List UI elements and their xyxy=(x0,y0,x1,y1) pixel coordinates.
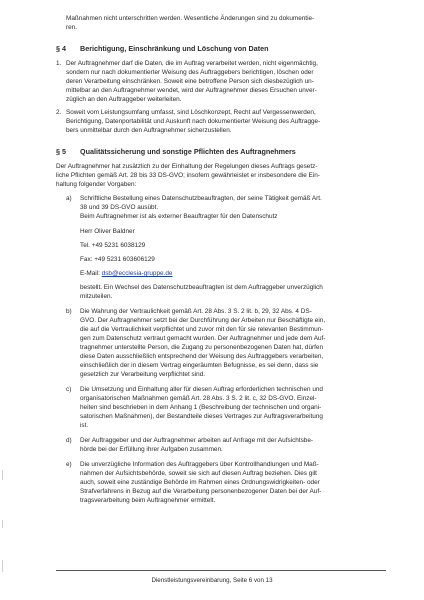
paragraph-line: bestellt. Ein Wechsel des Datenschutzbeauftragten ist dem Auftraggeber unverzüglich xyxy=(80,284,323,291)
paragraph-line: ist. xyxy=(80,422,89,429)
list-letter: e) xyxy=(66,461,72,468)
contact-fax: Fax: +49 5231 603606129 xyxy=(80,256,155,263)
section-title: Berichtigung, Einschränkung und Löschung von Daten xyxy=(80,44,269,53)
paragraph-line: Die Umsetzung und Einhaltung aller für diesen Auftrag erforderlichen technischen und xyxy=(80,386,323,393)
paragraph-line: haltung folgender Vorgaben: xyxy=(56,181,137,188)
contact-name: Herr Oliver Baldner xyxy=(80,228,135,235)
paragraph-line: 38 und 39 DS-GVO ausübt. xyxy=(80,204,159,211)
contact-phone: Tel. +49 5231 6038129 xyxy=(80,242,146,249)
paragraph-line: heiten sind beschrieben in dem Anhang 1 (Beschreibung der technischen und organi- xyxy=(80,404,322,411)
email-label: E-Mail: xyxy=(80,270,102,277)
section-number: § 5 xyxy=(56,147,66,156)
paragraph-line: diese Daten ausschließlich entsprechend der Weisung des Auftraggebers verarbeiten, xyxy=(80,353,324,360)
paragraph-line: Soweit vom Leistungsumfang umfasst, sind Löschkonzept, Recht auf Vergessenwerden, xyxy=(66,109,316,116)
scan-mark xyxy=(2,470,3,480)
scan-mark xyxy=(2,520,3,528)
list-letter: a) xyxy=(66,195,72,202)
paragraph-line: Beim Auftragnehmer ist als externer Beauftragter für den Datenschutz xyxy=(80,213,278,220)
list-letter: d) xyxy=(66,437,72,444)
paragraph-line: organisatorischen Maßnahmen gemäß Art. 28 Abs. 3 S. 2 lit. c, 32 DS-GVO. Einzel- xyxy=(80,395,317,402)
paragraph-line: auch, soweit eine zuständige Behörde im Rahmen eines Ordnungswidrigkeiten- oder xyxy=(80,479,320,486)
paragraph-line: liche Pflichten gemäß Art. 28 bis 33 DS-GVO; insofern gewährleistet er insbesondere die Ein- xyxy=(56,172,320,179)
paragraph-line: tragsverarbeitung beim Auftragnehmer ermittelt. xyxy=(80,497,216,504)
contact-email-line xyxy=(80,269,172,278)
paragraph-line: mitzuteilen. xyxy=(80,293,113,300)
paragraph-line: sondern nur nach dokumentierter Weisung des Auftraggebers berichtigen, löschen oder xyxy=(66,69,314,76)
paragraph-line: Die unverzügliche Information des Auftraggebers über Kontrollhandlungen und Maß- xyxy=(80,461,319,468)
footer-divider xyxy=(56,570,386,571)
paragraph-line: bers unmittelbar durch den Auftragnehmer sicherzustellen. xyxy=(66,127,232,134)
list-letter: c) xyxy=(66,386,72,393)
paragraph-line: mittelbar an den Auftragnehmer wendet, wird der Auftragnehmer dieses Ersuchen unver- xyxy=(66,87,317,94)
list-number: 1. xyxy=(56,60,62,67)
paragraph-line: nahmen der Aufsichtsbehörde, soweit sie sich auf diesen Auftrag beziehen. Dies gilt xyxy=(80,470,317,477)
paragraph-line: tragnehmer unterstellte Person, die Zugang zu personenbezogenen Daten hat, dürfen xyxy=(80,344,324,351)
paragraph-line: einschließlich der in diesem Vertrag eingeräumten Befugnisse, es sei denn, dass sie xyxy=(80,362,319,369)
email-link[interactable]: dsb@ecclesia-gruppe.de xyxy=(101,270,173,277)
paragraph-line: Schriftliche Bestellung eines Datenschutzbeauftragten, der seine Tätigkeit gemäß Art. xyxy=(80,195,322,202)
section-number: § 4 xyxy=(56,44,66,53)
intro-line: Maßnahmen nicht unterschritten werden. Wesentliche Änderungen sind zu dokumentie- xyxy=(66,15,315,22)
page-footer: Dienstleistungsvereinbarung, Seite 6 von 13 xyxy=(151,577,273,584)
list-letter: b) xyxy=(66,308,72,315)
paragraph-line: gesetzlich zur Verarbeitung verpflichtet sind. xyxy=(80,371,206,378)
paragraph-line: gen zum Datenschutz vertraut gemacht wurden. Der Auftragnehmer und jede dem Auf- xyxy=(80,335,326,342)
list-number: 2. xyxy=(56,109,62,116)
paragraph-line: Strafverfahrens in Bezug auf die Verarbeitung personenbezogener Daten bei der Auf- xyxy=(80,488,322,495)
paragraph-line: Der Auftragnehmer hat zusätzlich zu der Einhaltung der Regelungen dieses Auftrags gesetz- xyxy=(56,163,318,170)
intro-line: ren. xyxy=(66,24,78,31)
paragraph-line: Berichtigung, Datenportabilität und Auskunft nach dokumentierter Weisung des Auftragge- xyxy=(66,118,321,125)
paragraph-line: die auf die Vertraulichkeit verpflichtet und zuvor mit den für sie relevanten Bestimmun- xyxy=(80,326,324,333)
section-title: Qualitätssicherung und sonstige Pflichten des Auftragnehmers xyxy=(80,147,296,156)
paragraph-line: satorischen Maßnahmen), der Bestandteile dieses Vertrages zur Auftragsverarbeitung xyxy=(80,413,323,420)
paragraph-line: deren Verarbeitung einschränken. Soweit eine betroffene Person sich diesbezüglich un- xyxy=(66,78,314,85)
paragraph-line: Der Auftragnehmer darf die Daten, die im Auftrag verarbeitet werden, nicht eigenmächtig, xyxy=(66,60,318,67)
scan-mark xyxy=(2,560,3,572)
paragraph-line: züglich an den Auftraggeber weiterleiten. xyxy=(66,96,182,103)
paragraph-line: GVO. Der Auftragnehmer setzt bei der Durchführung der Arbeiten nur Beschäftigte ein, xyxy=(80,317,326,324)
paragraph-line: Die Wahrung der Vertraulichkeit gemäß Art. 28 Abs. 3 S. 2 lit. b, 29, 32 Abs. 4 DS- xyxy=(80,308,312,315)
paragraph-line: hörde bei der Erfüllung ihrer Aufgaben zusammen. xyxy=(80,446,223,453)
paragraph-line: Der Auftraggeber und der Auftragnehmer arbeiten auf Anfrage mit der Aufsichtsbe- xyxy=(80,437,314,444)
